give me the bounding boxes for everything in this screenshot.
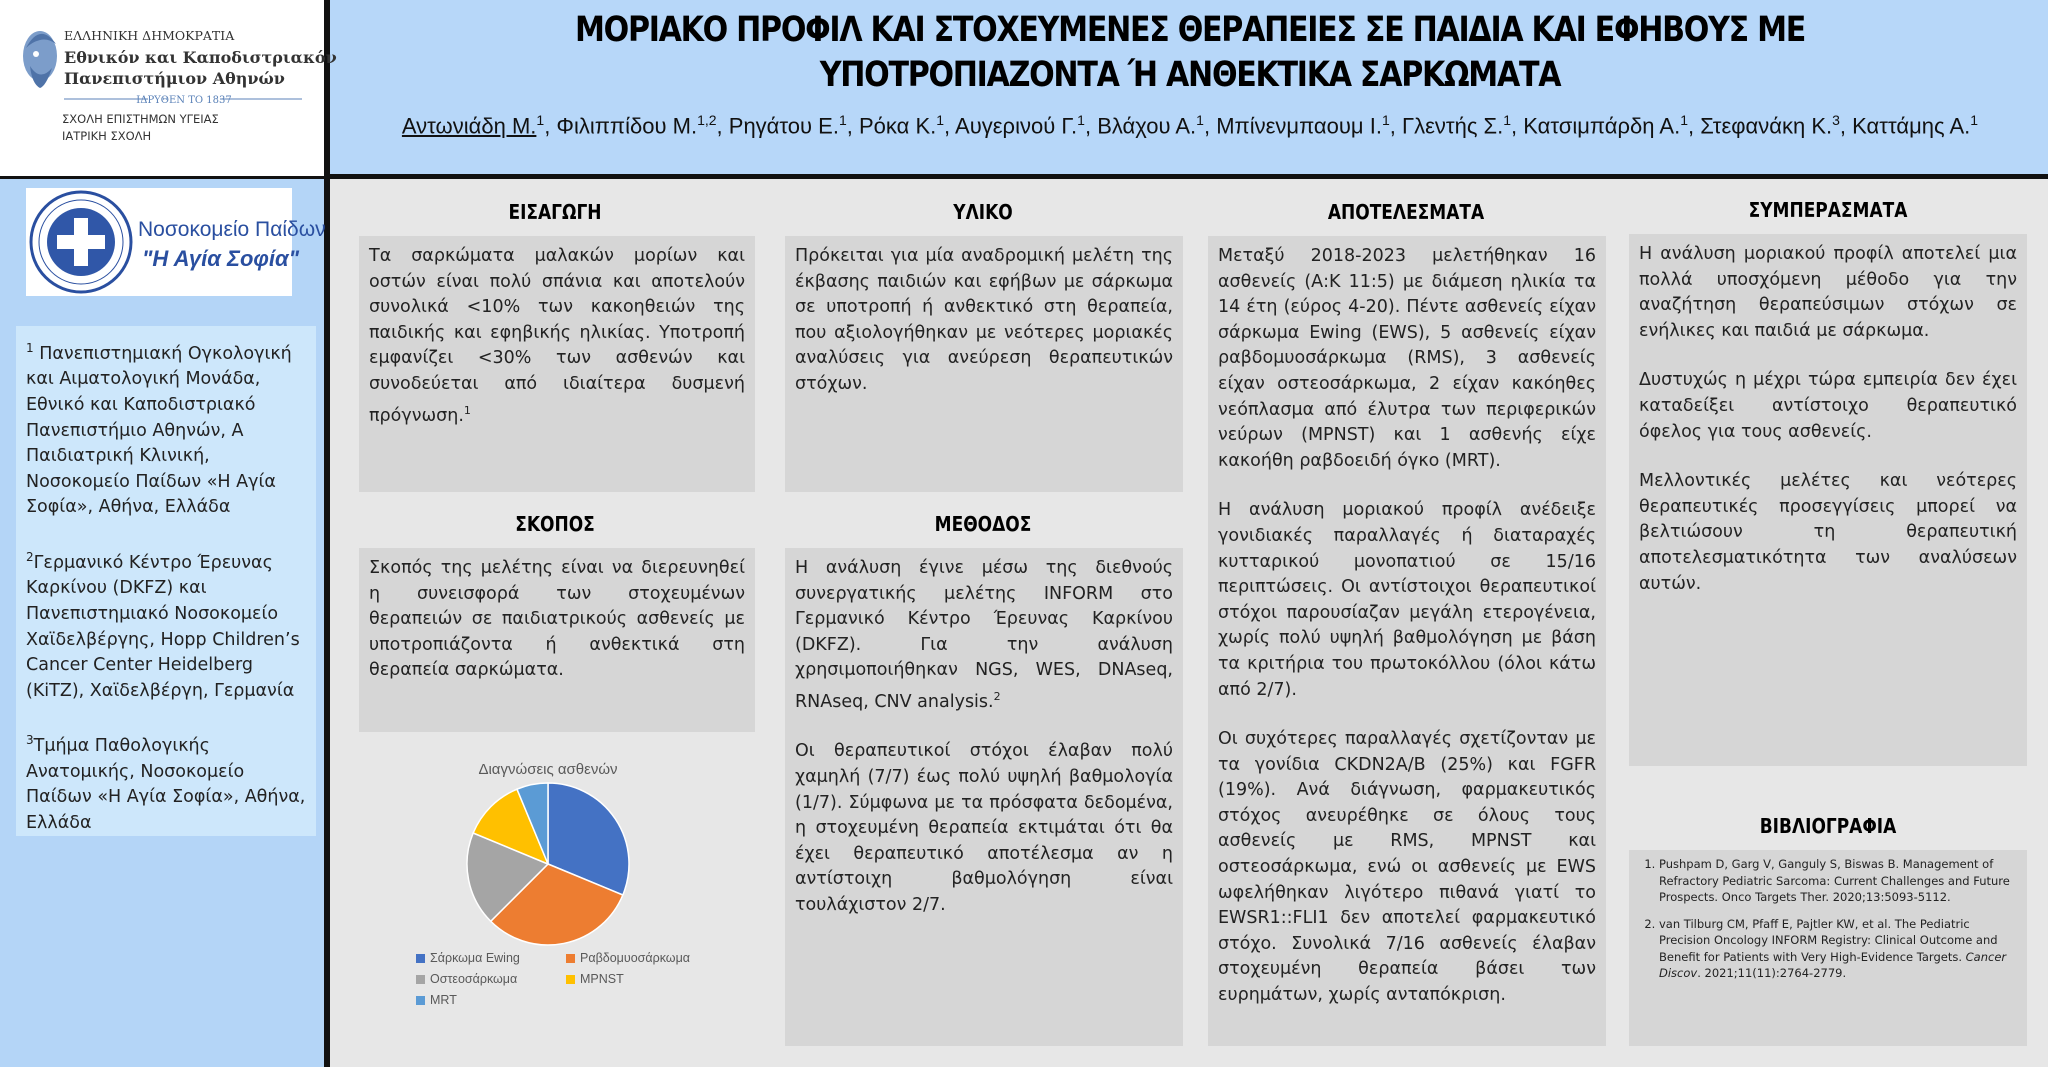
bibliography-item: 2. van Tilburg CM, Pfaff E, Pajtler KW, et al. The Pediatric Precision Oncology INFORM Registry: Clinical Outcome and Benefit for Patients with Very High-Evidence Targets. Cancer Discov. 2021;11(11):2764-2779. xyxy=(1659,916,2019,982)
bibliography-box xyxy=(1629,850,2027,1046)
conclusions-heading: ΣΥΜΠΕΡΑΣΜΑΤΑ xyxy=(1748,198,1908,222)
author-name: Κατσιμπάρδη Α. xyxy=(1523,113,1681,139)
author-affiliation-ref: 1 xyxy=(1680,112,1688,128)
method-text-2: Οι θεραπευτικοί στόχοι έλαβαν πολύ χαμηλή (7/7) έως πολύ υψηλή βαθμολογία (1/7). Σύμφωνα με τα πρόσφατα δεδομένα, η στοχευμένη θεραπεία εκτιμάται ότι θα έχει θεραπευτικό αποτέλεσμα αν η αντίστοιχη βαθμολόγηση είναι τουλάχιστον 2/7. xyxy=(795,741,1173,915)
intro-heading: ΕΙΣΑΓΩΓΗ xyxy=(508,200,602,224)
bibliography-heading: ΒΙΒΛΙΟΓΡΑΦΙΑ xyxy=(1759,814,1897,838)
affiliation-item xyxy=(26,728,306,836)
uoa-line4: ΙΔΡΥΘΕΝ ΤΟ 1837 xyxy=(136,95,232,106)
aim-heading: ΣΚΟΠΟΣ xyxy=(515,512,595,536)
diagnosis-pie-chart xyxy=(380,752,720,1022)
author-affiliation-ref: 3 xyxy=(1832,112,1840,128)
intro-text xyxy=(369,244,745,429)
author-affiliation-ref: 1 xyxy=(1381,112,1390,128)
author-name: Γλεντής Σ. xyxy=(1401,113,1504,139)
legend-label: MRT xyxy=(430,993,457,1007)
results-text-3: Οι συχότερες παραλλαγές σχετίζονταν με τα γονίδια CKDN2A/B (25%) και FGFR (19%). Ανά διάγνωση, φαρμακευτικός στόχος ανευρέθηκε σε όλους τους ασθενείς με RMS, MPNST και οστεοσάρκωμα, ενώ οι ασθενείς με EWS ωφελήθηκαν λιγότερο πιθανά γιατί το EWSR1::FLI1 δεν αποτελεί φαρμακευτικό στόχο. Συνολικά 7/16 ασθενείς έλαβαν στοχευμένη θεραπεία βάσει των ευρημάτων, χωρίς ανταπόκριση. xyxy=(1218,729,1596,1006)
legend-swatch xyxy=(416,996,425,1005)
material-text: Πρόκειται για μία αναδρομική μελέτη της έκβασης παιδιών και εφήβων με σάρκωμα σε υποτροπή ή ανθεκτικό στη θεραπεία, που αξιολογήθηκαν με νεότερες μοριακές αναλύσεις για ανεύρεση θεραπευτικών στόχων. xyxy=(795,246,1173,394)
university-logo xyxy=(0,0,337,176)
conclusions-text-3: Μελλοντικές μελέτες και νεότερες θεραπευτικές προσεγγίσεις μπορεί να βελτιώσουν τη θεραπευτική αποτελεσματικότητα των αναλύσεων αυτών. xyxy=(1639,471,2017,594)
legend-swatch xyxy=(566,954,575,963)
author-name: Βλάχου Α. xyxy=(1097,113,1197,139)
author-name: Καττάμης Α. xyxy=(1852,113,1971,139)
author-name: Στεφανάκη Κ. xyxy=(1700,113,1833,139)
intro-box xyxy=(359,236,755,492)
affiliation-text: Τμήμα Παθολογικής Ανατομικής, Νοσοκομείο Παίδων «Η Αγία Σοφία», Αθήνα, Ελλάδα xyxy=(26,736,306,833)
author-affiliation-ref: 1 xyxy=(1077,112,1085,128)
chart-title: Διαγνώσεις ασθενών xyxy=(478,761,618,778)
author-list: Αντωνιάδη Μ.$^1$, Φιλιππίδου Μ.$^{1,2}$, Ρηγάτου Ε.$^1$, Ρόκα Κ.$^1$, Αυγερινού Γ.$^1$, Βλάχου Α.$^1$, Μπίνενμπαουμ Ι.$^1$, Γλεντής Σ.$^1$, Κατσιμπάρδη Α.$^1$, Στεφανάκη Κ.$^3$, Καττάμης Α.$^1$ xyxy=(401,112,1979,139)
results-heading: ΑΠΟΤΕΛΕΣΜΑΤΑ xyxy=(1327,200,1485,224)
bibliography-list xyxy=(1637,856,2019,982)
author-name: Φιλιππίδου Μ. xyxy=(556,113,698,139)
affiliation-number: 2 xyxy=(26,549,34,564)
author-affiliation-ref: 1 xyxy=(838,112,847,128)
aim-text: Σκοπός της μελέτης είναι να διερευνηθεί η συνεισφορά των στοχευμένων θεραπειών σε παιδιατρικούς ασθενείς με υποτροπιάζοντα ή ανθεκτικά στη θεραπεία σαρκώματα. xyxy=(369,558,745,681)
author-affiliation-ref: 1,2 xyxy=(697,112,717,128)
results-text-2: Η ανάλυση μοριακού προφίλ ανέδειξε γονιδιακές παραλλαγές ή διαταραχές κυτταρικού μονοπατιού σε 15/16 περιπτώσεις. Οι αντίστοιχοι θεραπευτικοί στόχοι παρουσίαζαν μεγάλη ετερογένεια, χωρίς πολύ υψηλή βαθμολόγηση με βάση τα κριτήρια του πρωτοκόλλου (όλοι κάτω από 2/7). xyxy=(1218,500,1596,700)
material-heading: ΥΛΙΚΟ xyxy=(953,200,1013,224)
method-heading: ΜΕΘΟΔΟΣ xyxy=(934,512,1032,536)
method-ref: 2 xyxy=(993,689,1001,703)
legend-swatch xyxy=(566,975,575,984)
vertical-divider xyxy=(324,0,330,1067)
author-name: Αυγερινού Γ. xyxy=(955,113,1078,139)
legend-label: MPNST xyxy=(580,972,624,986)
results-text-1: Μεταξύ 2018-2023 μελετήθηκαν 16 ασθενείς (Α:Κ 11:5) με διάμεση ηλικία τα 14 έτη (εύρος 4-20). Πέντε ασθενείς είχαν σάρκωμα Ewing (EWS), 5 ασθενείς είχαν ραβδομυοσάρκωμα (RMS), 3 ασθενείς είχαν οστεοσάρκωμα, 2 είχαν κακόηθες νεόπλασμα από έλυτρα των περιφερικών νεύρων (MPNST) και 1 ασθενής είχε κακοήθη ραβδοειδή όγκο (MRT). xyxy=(1218,246,1596,471)
aim-box xyxy=(359,548,755,732)
conclusions-text-2: Δυστυχώς η μέχρι τώρα εμπειρία δεν έχει καταδείξει αντίστοιχο θεραπευτικό όφελος για τους ασθενείς. xyxy=(1639,370,2017,442)
affiliation-number: 1 xyxy=(26,341,34,355)
author-affiliation-ref: 1 xyxy=(936,112,945,128)
uoa-line6: ΙΑΤΡΙΚΗ ΣΧΟΛΗ xyxy=(62,129,152,143)
affiliation-text: Πανεπιστημιακή Ογκολογική και Αιματολογική Μονάδα, Εθνικό και Καποδιστριακό Πανεπιστήμιο Αθηνών, Α Παιδιατρική Κλινική, Νοσοκομείο Παίδων «Η Αγία Σοφία», Αθήνα, Ελλάδα xyxy=(26,343,292,518)
author-name: Ρηγάτου Ε. xyxy=(728,113,839,139)
author-affiliation-ref: 1 xyxy=(1503,112,1512,128)
method-text-1 xyxy=(795,556,1173,715)
affiliations-box xyxy=(16,326,316,836)
hospital-seal-icon xyxy=(26,188,326,296)
hospital-logo xyxy=(26,188,326,296)
affiliation-number: 3 xyxy=(26,733,34,748)
affiliation-item xyxy=(26,336,306,521)
results-box xyxy=(1208,236,1606,1046)
legend-label: Σάρκωμα Ewing xyxy=(430,951,520,965)
legend-label: Ραβδομυοσάρκωμα xyxy=(580,951,690,965)
author-affiliation-ref: 1 xyxy=(536,112,545,128)
author-name: Μπίνενμπαουμ Ι. xyxy=(1216,113,1382,139)
university-emblem-icon xyxy=(0,0,337,174)
uoa-line1: ΕΛΛΗΝΙΚΗ ΔΗΜΟΚΡΑΤΙΑ xyxy=(64,28,235,43)
legend-label: Οστεοσάρκωμα xyxy=(430,972,518,986)
uoa-line2: Εθνικόν και Καποδιστριακόν xyxy=(64,48,337,67)
bibliography-item: 1. Pushpam D, Garg V, Ganguly S, Biswas B. Management of Refractory Pediatric Sarcoma: Current Challenges and Future Prospects. Onco Targets Ther. 2020;13:5093-5112. xyxy=(1659,856,2019,906)
uoa-line3: Πανεπιστήμιον Αθηνών xyxy=(64,69,285,88)
method-box xyxy=(785,548,1183,1046)
affiliation-item xyxy=(26,545,306,704)
uoa-line5: ΣΧΟΛΗ ΕΠΙΣΤΗΜΩΝ ΥΓΕΙΑΣ xyxy=(62,112,219,126)
author-name: Ρόκα Κ. xyxy=(858,113,937,139)
affiliation-text: Γερμανικό Κέντρο Έρευνας Καρκίνου (DKFZ) και Πανεπιστημιακό Νοσοκομείο Χαϊδελβέργης, Hopp Children’s Cancer Center Heidelberg (KiTZ), Χαϊδελβέργη, Γερμανία xyxy=(26,552,300,701)
conclusions-text-1: Η ανάλυση μοριακού προφίλ αποτελεί μια πολλά υποσχόμενη μέθοδο για την αναζήτηση θεραπεύσιμων στόχων σε ενήλικες και παιδιά με σάρκωμα. xyxy=(1639,244,2017,341)
material-box xyxy=(785,236,1183,492)
poster-title: ΜΟΡΙΑΚΟ ΠΡΟΦΙΛ ΚΑΙ ΣΤΟΧΕΥΜΕΝΕΣ ΘΕΡΑΠΕΙΕΣ ΣΕ ΠΑΙΔΙΑ ΚΑΙ ΕΦΗΒΟΥΣ ΜΕ ΥΠΟΤΡΟΠΙΑΖΟΝΤΑ Ή ΑΝΘΕΚΤΙΚΑ ΣΑΡΚΩΜΑΤΑ xyxy=(574,10,1806,95)
legend-swatch xyxy=(416,975,425,984)
hospital-line2: "Η Αγία Σοφία" xyxy=(142,246,300,271)
author-affiliation-ref: 1 xyxy=(1970,112,1979,128)
author-name: Αντωνιάδη Μ. xyxy=(401,113,537,139)
intro-ref: 1 xyxy=(463,403,471,417)
author-affiliation-ref: 1 xyxy=(1196,112,1204,128)
journal-name: Cancer Discov xyxy=(1659,949,2007,980)
conclusions-box xyxy=(1629,234,2027,766)
method-body-1: Η ανάλυση έγινε μέσω της διεθνούς συνεργατικής μελέτης INFORM στο Γερμανικό Κέντρο Έρευνας Καρκίνου (DKFZ). Για την ανάλυση χρησιμοποιήθηκαν NGS, WES, DNAseq, RNAseq, CNV analysis. xyxy=(795,558,1173,712)
hospital-line1: Νοσοκομείο Παίδων xyxy=(138,218,326,241)
intro-body: Τα σαρκώματα μαλακών μορίων και οστών είναι πολύ σπάνια και αποτελούν συνολικά <10% των κακοηθειών της παιδικής και εφηβικής ηλικίας. Υποτροπή εμφανίζει <30% των ασθενών και συνοδεύεται από ιδιαίτερα δυσμενή πρόγνωση. xyxy=(369,246,745,426)
legend-swatch xyxy=(416,954,425,963)
